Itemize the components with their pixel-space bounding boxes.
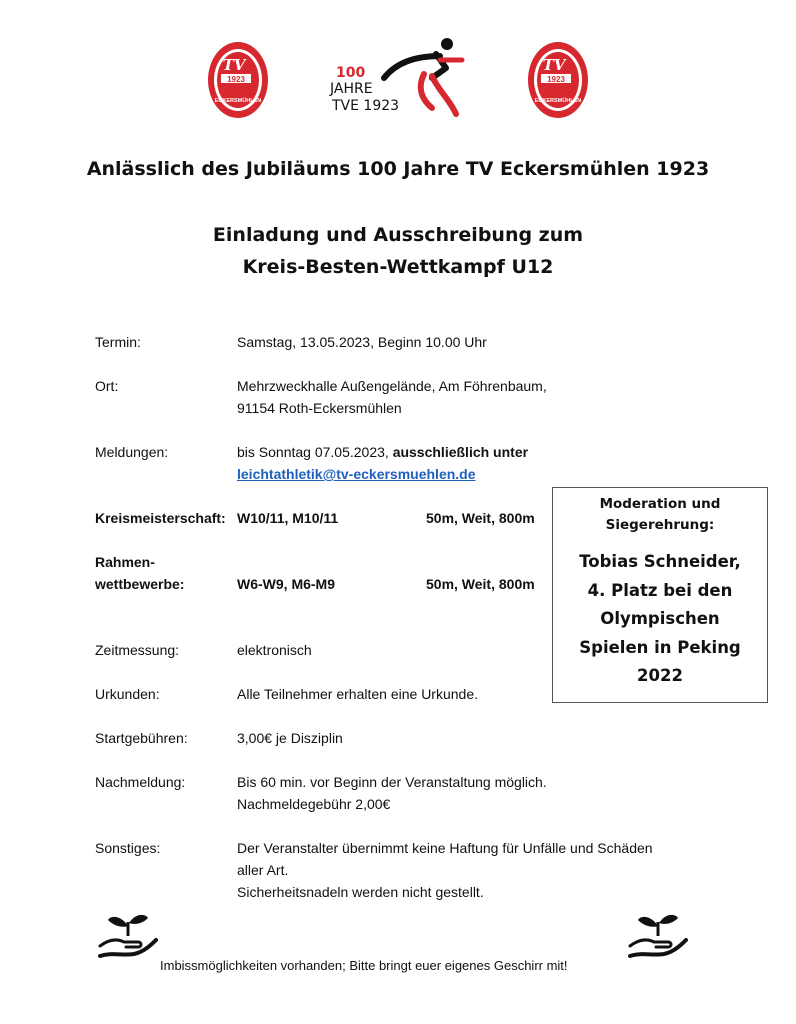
badge-ring-text: ECKERSMÜHLEN xyxy=(534,98,582,104)
moderation-body-line: Tobias Schneider, xyxy=(579,552,741,571)
badge-ring-text: ECKERSMÜHLEN xyxy=(214,98,262,104)
label-startgebuehren: Startgebühren: xyxy=(95,730,188,746)
email-line xyxy=(237,463,476,485)
badge-year: 1923 xyxy=(227,75,245,84)
moderation-heading xyxy=(553,494,767,536)
meldungen-exclusive: ausschließlich unter xyxy=(392,444,529,460)
value-ort-line1: Mehrzweckhalle Außengelände, Am Föhrenbaum, xyxy=(237,378,547,394)
value-urkunden: Alle Teilnehmer erhalten eine Urkunde. xyxy=(237,686,478,702)
label-rahmen-line2: wettbewerbe: xyxy=(95,576,185,592)
logo-100: 100 xyxy=(336,65,366,81)
logo-jahre: JAHRE xyxy=(330,81,373,97)
value-rahmen-classes: W6-W9, M6-M9 xyxy=(237,576,335,592)
hand-with-plant-icon xyxy=(98,912,158,960)
moderation-heading-line1: Moderation und xyxy=(599,496,721,512)
logo-tve: TVE 1923 xyxy=(332,98,400,114)
tv-badge-left xyxy=(207,40,269,120)
moderation-box xyxy=(552,487,768,703)
value-sonstiges-line1: Der Veranstalter übernimmt keine Haftung für Unfälle und Schäden xyxy=(237,840,653,856)
label-sonstiges: Sonstiges: xyxy=(95,840,161,856)
badge-year: 1923 xyxy=(547,75,565,84)
value-nachmeldung-line2: Nachmeldegebühr 2,00€ xyxy=(237,796,391,812)
value-meldungen xyxy=(237,441,528,463)
label-meldungen: Meldungen: xyxy=(95,444,169,460)
moderation-body-line: 2022 xyxy=(637,666,683,685)
value-startgebuehren: 3,00€ je Disziplin xyxy=(237,730,343,746)
label-urkunden: Urkunden: xyxy=(95,686,160,702)
badge-tv-text: TV xyxy=(542,56,566,74)
subtitle-line1: Einladung und Ausschreibung zum xyxy=(212,224,584,246)
value-rahmen-disciplines: 50m, Weit, 800m xyxy=(426,576,535,592)
label-kreismeisterschaft: Kreismeisterschaft: xyxy=(95,510,226,526)
value-sonstiges-line2: aller Art. xyxy=(237,862,289,878)
value-kreismeisterschaft-classes: W10/11, M10/11 xyxy=(237,510,339,526)
value-sonstiges-line3: Sicherheitsnadeln werden nicht gestellt. xyxy=(237,884,484,900)
label-nachmeldung: Nachmeldung: xyxy=(95,774,186,790)
hand-with-plant-icon xyxy=(628,912,688,960)
value-termin: Samstag, 13.05.2023, Beginn 10.00 Uhr xyxy=(237,334,487,350)
moderation-body-line: Spielen in Peking xyxy=(579,637,741,657)
value-nachmeldung-line1: Bis 60 min. vor Beginn der Veranstaltung möglich. xyxy=(237,774,547,790)
moderation-heading-line2: Siegerehrung: xyxy=(605,517,715,533)
page-title: Anlässlich des Jubiläums 100 Jahre TV Eckersmühlen 1923 xyxy=(86,158,710,180)
tv-badge-right xyxy=(527,40,589,120)
value-ort-line2: 91154 Roth-Eckersmühlen xyxy=(237,400,402,416)
label-termin: Termin: xyxy=(95,334,141,350)
moderation-body-line: 4. Platz bei den xyxy=(587,580,733,600)
moderation-body xyxy=(553,548,767,691)
moderation-body-line: Olympischen xyxy=(600,609,720,628)
label-zeitmessung: Zeitmessung: xyxy=(95,642,180,658)
email-link[interactable]: leichtathletik@tv-eckersmuehlen.de xyxy=(237,466,476,482)
value-kreismeisterschaft-disciplines: 50m, Weit, 800m xyxy=(426,510,535,526)
meldungen-deadline: bis Sonntag 07.05.2023, xyxy=(237,444,389,460)
label-ort: Ort: xyxy=(95,378,119,394)
label-rahmen-line1: Rahmen- xyxy=(95,554,155,570)
subtitle-line2: Kreis-Besten-Wettkampf U12 xyxy=(242,256,554,278)
value-zeitmessung: elektronisch xyxy=(237,642,312,658)
footer-text: Imbissmöglichkeiten vorhanden; Bitte bringt euer eigenes Geschirr mit! xyxy=(160,958,568,973)
jubilee-logo xyxy=(328,34,468,120)
badge-tv-text: TV xyxy=(222,56,246,74)
